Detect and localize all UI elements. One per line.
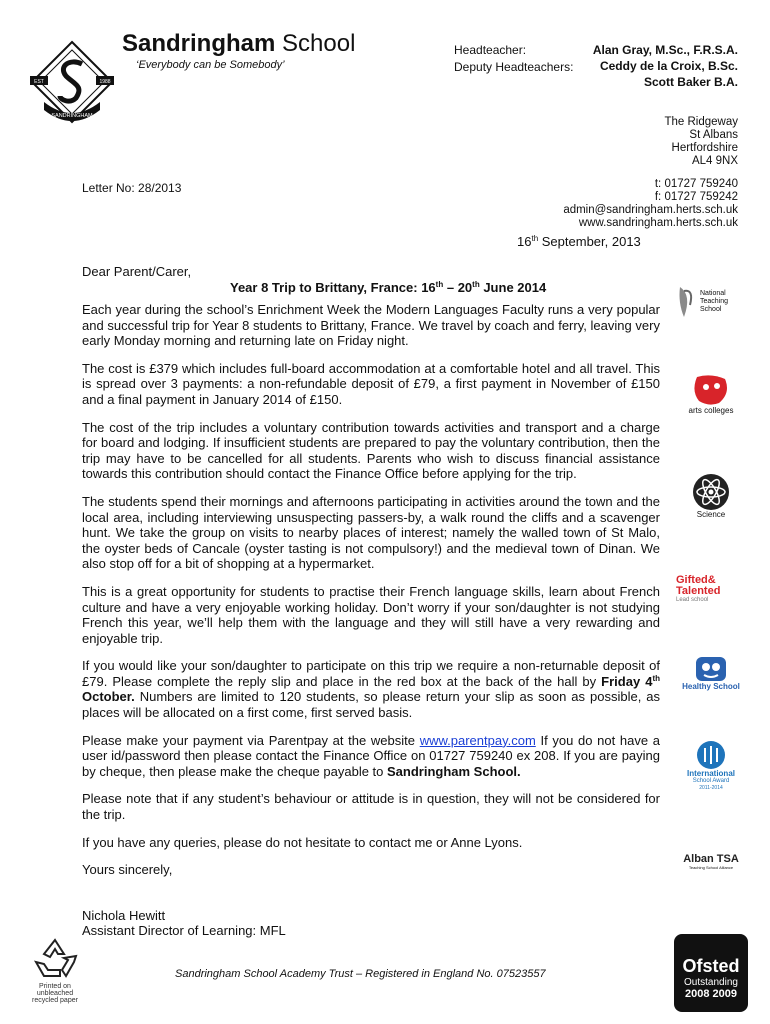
healthy-school-logo [676,655,746,691]
fax: f: 01727 759242 [654,191,738,203]
alban-tsa-logo [676,853,746,870]
headteacher-name: Alan Gray, M.Sc., F.R.S.A. [592,43,738,57]
atom-icon [692,473,730,511]
talented-label: Talented [676,585,721,597]
staff-names [593,42,738,90]
website: www.sandringham.herts.sch.uk [578,217,738,229]
intl-sub-label: School Award [692,778,730,784]
deputy-name-1: Ceddy de la Croix, B.Sc. [599,59,738,73]
crest-label: SANDRINGHAM [51,113,93,119]
parentpay-link[interactable]: www.parentpay.com [419,732,536,748]
arts-mask-icon [691,373,731,407]
gifted-talented-logo [676,575,746,604]
date-rest: September, 2013 [541,234,641,249]
ofsted-badge [674,934,748,1012]
healthy-label: Healthy School [682,682,740,691]
letter-date [517,234,641,249]
letter-number: Letter No: 28/2013 [82,181,182,195]
letter-title [230,280,546,295]
letter-body [82,302,660,939]
school-name-regular: School [282,30,356,57]
paragraph-intro: Each year during the school’s Enrichment Week the Modern Languages Faculty runs a very popular and successful trip for Year 8 students to Brittany, France. We travel by coach and ferry, leaving very early Monday morning and returning late on Friday night. [82,302,660,349]
telephone: t: 01727 759240 [654,178,738,190]
school-name [122,30,355,58]
crest-year-text: 1988 [99,79,111,85]
healthy-school-icon [694,655,728,683]
paragraph-opportunity: This is a great opportunity for students to practise their French language skills, learn about French culture and have a very enjoyable working holiday. Don’t worry if your son/daughter is not studying French this year, we’ll help them with the language and they will still have a very rewarding and enjoyable trip. [82,583,660,646]
arts-label: arts colleges [688,406,734,415]
payee-bold: Sandringham School. [387,763,521,779]
deadline-bold: Friday 4 [601,673,653,689]
school-name-bold: Sandringham [122,30,276,57]
school-address [664,116,738,168]
paragraph-behaviour: Please note that if any student’s behaviour or attitude is in question, they will not be considered for the trip. [82,791,660,823]
address-line: Hertfordshire [671,142,738,154]
deadline-sup: th [652,673,660,683]
leaf-icon [676,285,696,319]
arts-colleges-logo [676,373,746,415]
footer-registration: Sandringham School Academy Trust – Registered in England No. 07523557 [175,968,546,980]
science-logo [676,473,746,519]
title-part: – 20 [443,280,473,295]
ofsted-rating: Outstanding [684,977,738,988]
paragraph-payment [82,733,660,780]
ofsted-years: 2008 2009 [685,988,737,1000]
alban-label: Alban TSA [683,853,739,865]
science-label: Science [696,510,726,519]
date-day: 16 [517,234,532,249]
national-teaching-school-logo [676,285,746,319]
closing: Yours sincerely, [82,862,173,878]
ofsted-label: Ofsted [682,956,740,976]
nts-label: National Teaching School [700,290,729,313]
salutation: Dear Parent/Carer, [82,264,192,279]
address-line: The Ridgeway [664,116,738,128]
school-crest [30,40,114,124]
address-line: AL4 9NX [691,155,738,167]
deputy-label: Deputy Headteachers: [454,60,574,74]
intl-label: International [686,769,735,778]
international-school-award-logo [676,740,746,791]
email: admin@sandringham.herts.sch.uk [563,204,738,216]
school-motto: ‘Everybody can be Somebody’ [136,59,285,71]
payment-text: If you do not have a user id/password then please contact the Finance Office on 01727 759240 ex 208. If you are paying by cheque, then please make the cheque payable to [82,732,660,779]
recycled-paper-mark [26,938,84,1004]
deposit-text: If you would like your son/daughter to participate on this trip we require a non-returnable deposit of £79. Please complete the reply slip and place in the red box at the back of the hall by [82,658,660,689]
signatory-role: Assistant Director of Learning: MFL [82,923,286,939]
title-part: Year 8 Trip to Brittany, France: 16 [230,280,436,295]
title-part: June 2014 [479,280,547,295]
paragraph-queries: If you have any queries, please do not hesitate to contact me or Anne Lyons. [82,834,523,850]
paragraph-contribution: The cost of the trip includes a voluntary contribution towards activities and transport and a charge for board and lodging. If insufficient students are prepared to pay the voluntary contribution, then the trip may have to be cancelled for all students. Parents who wish to discuss financial assistance towards this contribution should contact the Finance Office before applying for the trip. [82,419,660,482]
crest-est-text: EST [34,79,44,85]
paragraph-activities: The students spend their mornings and afternoons participating in activities around the town and the local area, including interviewing unsuspecting passers-by, a walk round the cliffs and a scavenger hunt. We take the group on visits to nearby places of interest; namely the walled town of St Malo, the oyster beds of Cancale (oyster tasting is not compulsory!) and the medieval town of Dinan. We also stop off for a bit of shopping at a hypermarket. [82,493,660,572]
gifted-sub-label: Lead school [676,597,709,603]
deputy-name-2: Scott Baker B.A. [643,75,738,89]
recycle-icon [30,938,80,978]
contact-details [563,178,738,230]
globe-icon [696,740,726,770]
title-sup: th [435,280,444,289]
paragraph-deposit [82,658,660,720]
staff-labels [454,42,573,76]
paragraph-cost: The cost is £379 which includes full-board accommodation at a comfortable hotel and all travel. This is spread over 3 payments: a non-refundable deposit of £79, a first payment in November of £150 and a final payment in January 2014 of £150. [82,360,660,407]
date-suffix: th [531,234,539,243]
address-line: St Albans [689,129,738,141]
payment-text: Please make your payment via Parentpay at the website [82,732,420,748]
signatory-name: Nichola Hewitt [82,907,166,923]
alban-sub-label: Teaching School Alliance [688,865,734,870]
intl-years: 2011-2014 [699,785,723,791]
recycled-paper-label: Printed on unbleached recycled paper [32,983,78,1004]
title-sup: th [472,280,480,289]
headteacher-label: Headteacher: [454,43,527,57]
deadline-bold: October. [82,689,135,705]
deposit-text: Numbers are limited to 120 students, so please return your slip as soon as possible, as places will be allocated on a first come, first served basis. [82,689,660,721]
gifted-label: Gifted& [676,574,716,586]
